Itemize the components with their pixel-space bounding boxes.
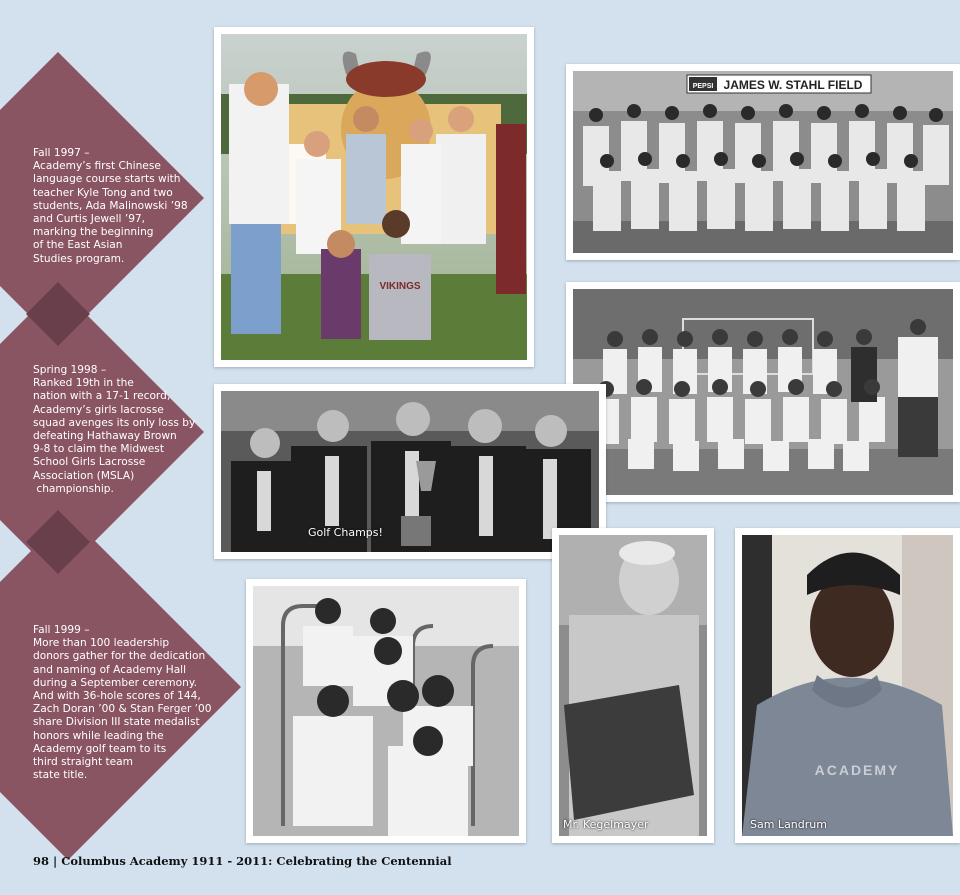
timeline-text-1999: Fall 1999 – More than 100 leadership donors gather for the dedication and naming of Academy Hall during a September ceremony. And with 36-hole scores of 144, Zach Doran ’00 & Stan Ferger ’00 share Division III state medalist honors while leading the Academy golf team to its third straight team state title. xyxy=(33,624,212,782)
photo-baseball-team xyxy=(566,64,960,260)
pepsi-logo-text: PEPSI xyxy=(692,83,714,90)
page-footer: 98 | Columbus Academy 1911 - 2011: Celebrating the Centennial xyxy=(33,854,452,868)
academy-sweatshirt-text: ACADEMY xyxy=(814,762,900,778)
sam-landrum-caption: Sam Landrum xyxy=(750,818,827,831)
photo-golf-champs xyxy=(214,384,606,559)
vikings-shirt-text: VIKINGS xyxy=(379,281,421,292)
timeline-text-1997: Fall 1997 – Academy’s first Chinese language course starts with teacher Kyle Tong and two students, Ada Malinowski ’98 and Curtis Jewell ’97, marking the beginning of the East Asian Studies program. xyxy=(33,147,188,265)
photo-sam-landrum xyxy=(735,528,960,843)
photo-mr-kegelmayer xyxy=(552,528,714,843)
stahl-field-sign: JAMES W. STAHL FIELD xyxy=(723,78,863,92)
photo-girls-lacrosse-team xyxy=(566,282,960,502)
golf-champs-caption: Golf Champs! xyxy=(308,526,383,539)
photo-viking-mascot-group xyxy=(214,27,534,367)
kegelmayer-caption: Mr. Kegelmayer xyxy=(563,818,649,831)
timeline-text-1998: Spring 1998 – Ranked 19th in the nation with a 17-1 record, Academy’s girls lacrosse squad avenges its only loss by defeating Hathaway Brown 9-8 to claim the Midwest School Girls Lacrosse Association (MSLA) championship. xyxy=(33,364,196,495)
photo-girls-bleachers xyxy=(246,579,526,843)
